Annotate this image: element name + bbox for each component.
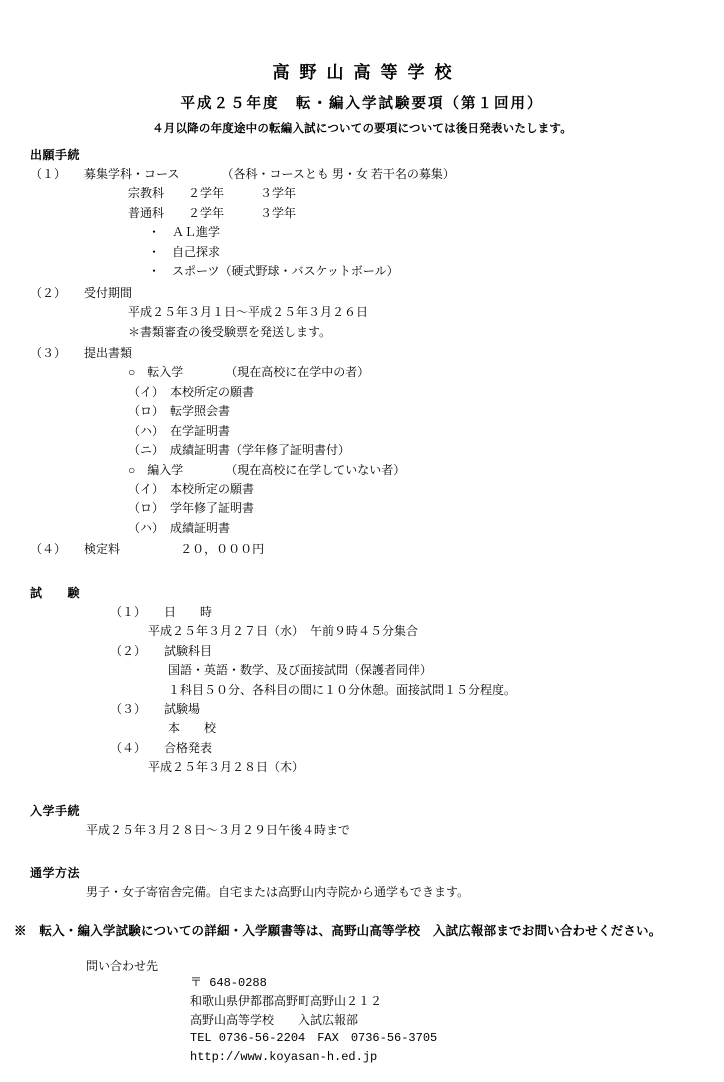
- exam-venue: 本 校: [168, 721, 217, 736]
- contact-organization: 高野山高等学校 入試広報部: [190, 1012, 359, 1027]
- exam-subjects-detail: １科目５０分、各科目の間に１０分休憩。面接試問１５分程度。: [168, 682, 517, 697]
- commute-detail: 男子・女子寄宿舎完備。自宅または高野山内寺院から通学もできます。: [86, 885, 470, 900]
- exam-datetime: 平成２５年３月２７日（水） 午前９時４５分集合: [148, 624, 419, 639]
- contact-url[interactable]: http://www.koyasan-h.ed.jp: [190, 1049, 378, 1064]
- item-label: 日 時: [164, 604, 213, 619]
- item-label: 受付期間: [84, 285, 133, 300]
- item-number: （４）: [30, 542, 61, 557]
- contact-postal-code: 〒 648-0288: [190, 975, 267, 990]
- group-title-text: ○ 編入学: [128, 462, 184, 477]
- item-label: 提出書類: [84, 345, 133, 360]
- item-value: ２０，０００円: [180, 542, 265, 557]
- item-note: （各科・コースとも 男・女 若干名の募集）: [227, 167, 455, 181]
- document-subtitle: 平成２５年度 転・編入学試験要項（第１回用）: [180, 96, 544, 112]
- document-page: [0, 58, 724, 1082]
- footer-note: ※ 転入・編入学試験についての詳細・入学願書等は、高野山高等学校 入試広報部までお問い合わせください。: [14, 923, 662, 938]
- application-course-line: 宗教科 ２学年 ３学年: [128, 186, 297, 201]
- documents-item: （ロ） 転学照会書: [128, 404, 231, 419]
- application-course-bullet: ・ スポーツ（硬式野球・バスケットボール）: [148, 264, 399, 279]
- item-label: 合格発表: [164, 740, 213, 755]
- application-item-3: [30, 344, 724, 363]
- section-heading-application: 出願手続: [30, 148, 81, 162]
- notice-text: ４月以降の年度途中の転編入試についての要項については後日発表いたします。: [152, 123, 572, 135]
- item-number: （１）: [110, 604, 141, 619]
- item-label: 試験場: [164, 701, 201, 716]
- exam-item-2: [110, 642, 724, 661]
- enrollment-period: 平成２５年３月２８日～３月２９日午後４時まで: [86, 822, 351, 837]
- item-number: （４）: [110, 740, 141, 755]
- exam-item-4: [110, 739, 724, 758]
- section-heading-enrollment: 入学手続: [30, 803, 81, 818]
- documents-item: （イ） 本校所定の願書: [128, 384, 255, 399]
- section-heading-commute: 通学方法: [30, 866, 81, 881]
- group-title-text: ○ 転入学: [128, 365, 184, 380]
- group-title-note: （現在高校に在学中の者）: [231, 365, 370, 380]
- application-course-bullet: ・ 自己探求: [148, 244, 221, 259]
- item-number: （２）: [30, 285, 61, 300]
- application-course-line: 普通科 ２学年 ３学年: [128, 205, 297, 220]
- documents-item: （ニ） 成績証明書（学年修了証明書付）: [128, 443, 351, 458]
- documents-item: （ハ） 成績証明書: [128, 520, 231, 535]
- section-heading-exam: 試 験: [30, 585, 81, 600]
- item-number: （３）: [110, 701, 141, 716]
- exam-result-date: 平成２５年３月２８日（木）: [148, 760, 305, 775]
- contact-heading: 問い合わせ先: [86, 958, 159, 973]
- item-label: 募集学科・コース: [84, 167, 180, 181]
- item-number: （３）: [30, 345, 61, 360]
- contact-address: 和歌山県伊都郡高野町高野山２１２: [190, 994, 383, 1009]
- application-period-note: ＊書類審査の後受験票を発送します。: [128, 324, 332, 339]
- documents-group-title: [128, 461, 724, 480]
- documents-item: （イ） 本校所定の願書: [128, 482, 255, 496]
- contact-tel-fax: TEL 0736-56-2204 FAX 0736-56-3705: [190, 1031, 438, 1046]
- page-title: 高野山高等学校: [272, 63, 462, 82]
- application-item-2: [30, 284, 724, 303]
- item-number: （１）: [30, 167, 61, 181]
- documents-item: （ロ） 学年修了証明書: [128, 501, 255, 516]
- item-number: （２）: [110, 643, 141, 658]
- exam-item-1: [110, 603, 724, 622]
- application-course-bullet: ・ ＡＬ進学: [148, 225, 221, 240]
- exam-item-3: [110, 700, 724, 719]
- exam-subjects: 国語・英語・数学、及び面接試問（保護者同伴）: [168, 663, 433, 678]
- application-item-1: [30, 165, 724, 184]
- documents-item: （ハ） 在学証明書: [128, 423, 231, 438]
- application-item-4: [30, 540, 724, 559]
- item-label: 試験科目: [164, 643, 213, 658]
- group-title-note: （現在高校に在学していない者）: [231, 462, 406, 477]
- documents-group-title: [128, 363, 724, 382]
- application-period-line: 平成２５年３月１日～平成２５年３月２６日: [128, 305, 369, 320]
- item-label: 検定料: [84, 542, 121, 557]
